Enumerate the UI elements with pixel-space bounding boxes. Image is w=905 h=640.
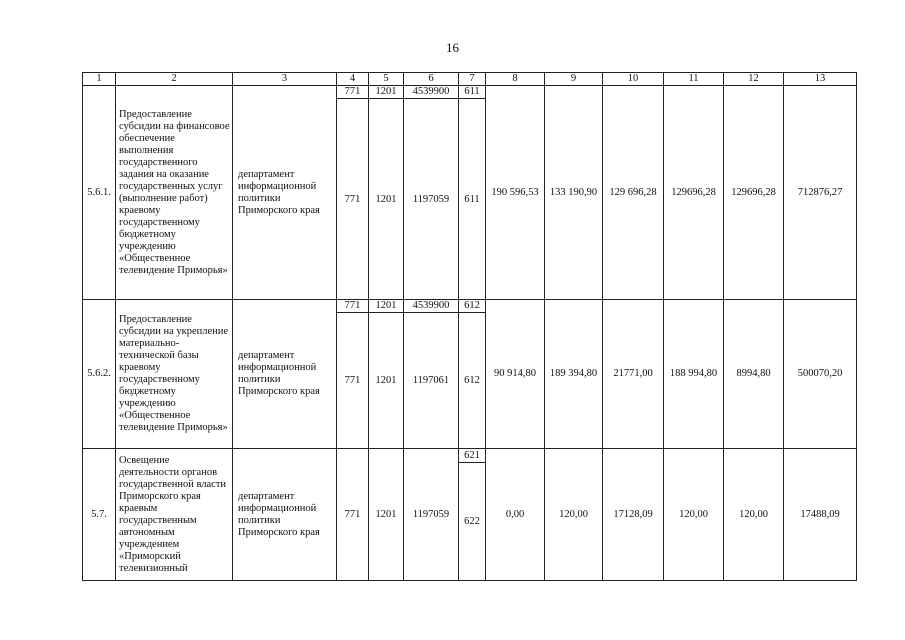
row-name: Освещение деятельности органов государственной власти Приморского края краевым государственным автономным учреждением «Приморский телевизионный — [116, 449, 233, 581]
code-cell: 771 — [337, 86, 369, 99]
value-cell: 21771,00 — [603, 300, 664, 449]
row-number: 5.6.1. — [83, 86, 116, 300]
column-header: 2 — [116, 73, 233, 86]
value-cell: 90 914,80 — [486, 300, 545, 449]
code-cell: 1197059 — [404, 449, 459, 581]
value-cell: 120,00 — [664, 449, 724, 581]
code-cell: 771 — [337, 300, 369, 313]
value-cell: 17488,09 — [784, 449, 857, 581]
row-name: Предоставление субсидии на финансовое обеспечение выполнения государственного задания на оказание государственных услуг (выполнение работ) краевому государственному бюджетному учреждению «Общественное телевидение Приморья» — [116, 86, 233, 300]
code-cell: 1197059 — [404, 99, 459, 300]
value-cell: 129696,28 — [664, 86, 724, 300]
row-number: 5.7. — [83, 449, 116, 581]
code-cell: 621 — [459, 449, 486, 463]
page-number: 16 — [446, 40, 459, 55]
row-department: департамент информационной политики Приморского края — [233, 86, 337, 300]
column-header: 11 — [664, 73, 724, 86]
value-cell: 0,00 — [486, 449, 545, 581]
column-header: 12 — [724, 73, 784, 86]
code-cell: 622 — [459, 463, 486, 581]
value-cell: 188 994,80 — [664, 300, 724, 449]
value-cell: 17128,09 — [603, 449, 664, 581]
value-cell: 189 394,80 — [545, 300, 603, 449]
code-cell: 771 — [337, 313, 369, 449]
column-header: 10 — [603, 73, 664, 86]
row-number: 5.6.2. — [83, 300, 116, 449]
code-cell: 1201 — [369, 300, 404, 313]
code-cell: 4539900 — [404, 86, 459, 99]
code-cell: 1201 — [369, 313, 404, 449]
column-header: 9 — [545, 73, 603, 86]
value-cell: 500070,20 — [784, 300, 857, 449]
value-cell: 8994,80 — [724, 300, 784, 449]
value-cell: 133 190,90 — [545, 86, 603, 300]
code-cell: 4539900 — [404, 300, 459, 313]
column-header: 5 — [369, 73, 404, 86]
table-row — [83, 300, 857, 313]
budget-table — [82, 72, 857, 581]
code-cell: 1201 — [369, 99, 404, 300]
column-header: 6 — [404, 73, 459, 86]
code-cell: 1197061 — [404, 313, 459, 449]
value-cell: 120,00 — [724, 449, 784, 581]
header-row — [83, 73, 857, 86]
code-cell: 771 — [337, 99, 369, 300]
row-name: Предоставление субсидии на укрепление материально-технической базы краевому государственному бюджетному учреждению «Общественное телевидение Приморья» — [116, 300, 233, 449]
code-cell: 771 — [337, 449, 369, 581]
value-cell: 129 696,28 — [603, 86, 664, 300]
column-header: 13 — [784, 73, 857, 86]
value-cell: 190 596,53 — [486, 86, 545, 300]
code-cell: 611 — [459, 99, 486, 300]
code-cell: 612 — [459, 313, 486, 449]
column-header: 7 — [459, 73, 486, 86]
code-cell: 1201 — [369, 86, 404, 99]
value-cell: 120,00 — [545, 449, 603, 581]
table-row — [83, 449, 857, 463]
column-header: 4 — [337, 73, 369, 86]
column-header: 3 — [233, 73, 337, 86]
row-department: департамент информационной политики Приморского края — [233, 300, 337, 449]
table-row — [83, 86, 857, 99]
code-cell: 611 — [459, 86, 486, 99]
code-cell: 1201 — [369, 449, 404, 581]
value-cell: 129696,28 — [724, 86, 784, 300]
column-header: 8 — [486, 73, 545, 86]
row-department: департамент информационной политики Приморского края — [233, 449, 337, 581]
value-cell: 712876,27 — [784, 86, 857, 300]
code-cell: 612 — [459, 300, 486, 313]
column-header: 1 — [83, 73, 116, 86]
